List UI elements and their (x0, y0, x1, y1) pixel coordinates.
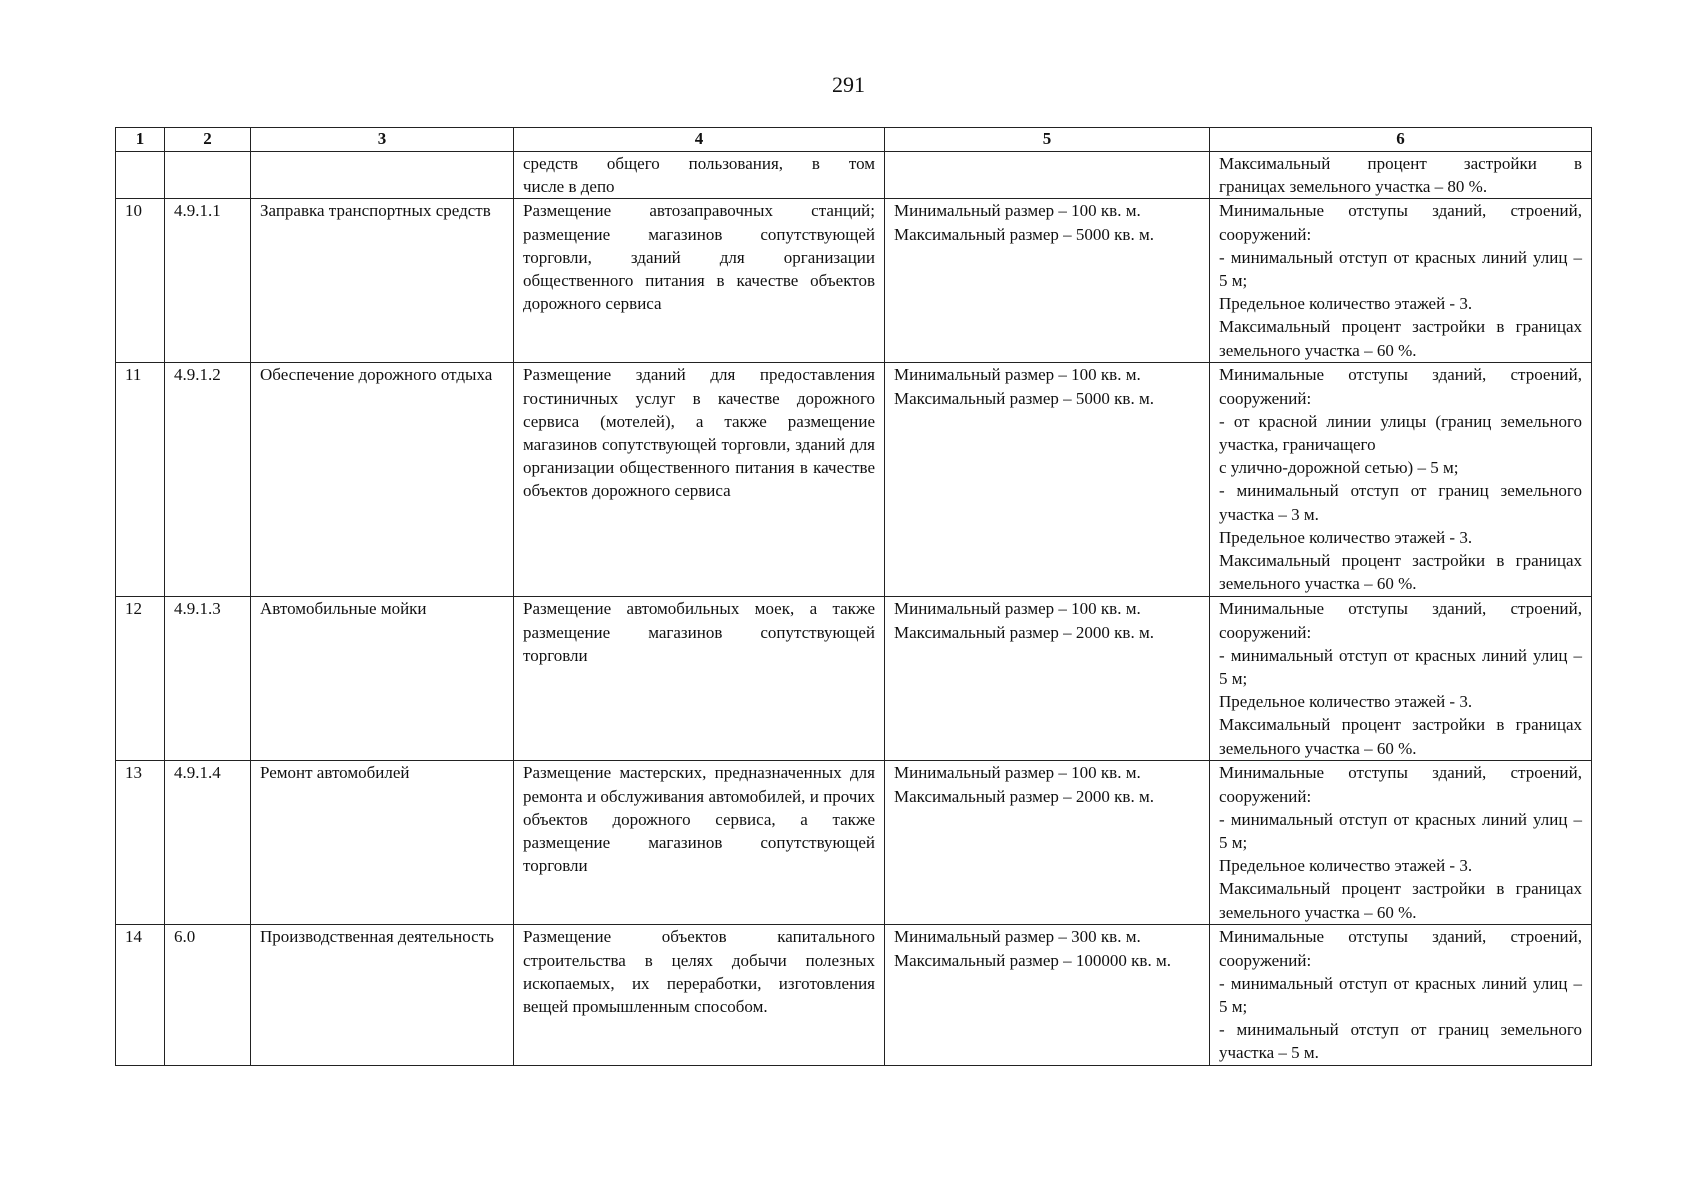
param-line: - минимальный отступ от границ земельного участка – 5 м. (1219, 1020, 1582, 1063)
params-cell (1210, 363, 1592, 597)
params-cell (1210, 597, 1592, 761)
table-row (116, 925, 1592, 1065)
row-code: 6.0 (165, 925, 251, 1065)
param-line: - минимальный отступ от границ земельного участка – 3 м. (1219, 481, 1582, 524)
use-description: Размещение автозаправочных станций; размещение магазинов сопутствующей торговли, зданий для организации общественного питания в качестве объектов дорожного сервиса (514, 199, 885, 363)
param-line: - минимальный отступ от красных линий улиц – 5 м; (1219, 809, 1582, 853)
size-line: Минимальный размер – 100 кв. м. (894, 763, 1141, 783)
use-name: Ремонт автомобилей (251, 761, 514, 925)
param-line: Предельное количество этажей - 3. (1219, 294, 1473, 314)
row-number: 10 (116, 199, 165, 363)
param-line: Максимальный процент застройки в границах земельного участка – 60 %. (1219, 551, 1582, 594)
size-line: Минимальный размер – 300 кв. м. (894, 927, 1141, 947)
table-cell (116, 152, 165, 199)
column-header: 3 (251, 128, 514, 152)
size-cell (885, 597, 1210, 761)
size-line: Максимальный размер – 2000 кв. м. (894, 622, 1154, 642)
table-cell (165, 152, 251, 199)
size-line: Максимальный размер – 5000 кв. м. (894, 224, 1154, 244)
size-cell (885, 925, 1210, 1065)
column-header: 6 (1210, 128, 1592, 152)
params-cell (1210, 761, 1592, 925)
text-line: границах земельного участка – 80 %. (1219, 177, 1488, 197)
row-code: 4.9.1.2 (165, 363, 251, 597)
table-cell (885, 152, 1210, 199)
size-line: Максимальный размер – 5000 кв. м. (894, 388, 1154, 408)
column-header: 2 (165, 128, 251, 152)
row-code: 4.9.1.4 (165, 761, 251, 925)
param-line: Максимальный процент застройки в границах земельного участка – 60 %. (1219, 879, 1582, 922)
column-header: 5 (885, 128, 1210, 152)
param-line: Минимальные отступы зданий, строений, сооружений: (1219, 927, 1582, 970)
size-line: Минимальный размер – 100 кв. м. (894, 599, 1141, 619)
param-line: Минимальные отступы зданий, строений, сооружений: (1219, 599, 1582, 642)
param-line: - минимальный отступ от красных линий улиц – 5 м; (1219, 645, 1582, 689)
size-line: Минимальный размер – 100 кв. м. (894, 201, 1141, 221)
table-row (116, 199, 1592, 363)
param-line: Максимальный процент застройки в границах земельного участка – 60 %. (1219, 715, 1582, 758)
table-row (116, 761, 1592, 925)
table-row (116, 363, 1592, 597)
use-description: Размещение зданий для предоставления гостиничных услуг в качестве дорожного сервиса (мотелей), а также размещение магазинов сопутствующей торговли, зданий для организации общественного питания в качестве объектов дорожного сервиса (514, 363, 885, 597)
param-line: Предельное количество этажей - 3. (1219, 856, 1473, 876)
params-cell (1210, 152, 1592, 199)
use-name: Производственная деятельность (251, 925, 514, 1065)
param-line: Минимальные отступы зданий, строений, сооружений: (1219, 201, 1582, 244)
table-cell (251, 152, 514, 199)
text-line: числе в депо (523, 177, 615, 197)
params-cell (1210, 925, 1592, 1065)
column-header: 4 (514, 128, 885, 152)
zoning-table (115, 127, 1592, 1066)
use-description: Размещение объектов капитального строительства в целях добычи полезных ископаемых, их переработки, изготовления вещей промышленным способом. (514, 925, 885, 1065)
size-line: Минимальный размер – 100 кв. м. (894, 365, 1141, 385)
param-line: - минимальный отступ от красных линий улиц – 5 м; (1219, 973, 1582, 1017)
use-name: Автомобильные мойки (251, 597, 514, 761)
header-row (116, 128, 1592, 152)
row-number: 12 (116, 597, 165, 761)
page-number: 291 (832, 72, 865, 97)
row-code: 4.9.1.1 (165, 199, 251, 363)
size-line: Максимальный размер – 100000 кв. м. (894, 950, 1171, 970)
row-number: 11 (116, 363, 165, 597)
use-description: Размещение мастерских, предназначенных для ремонта и обслуживания автомобилей, и прочих объектов дорожного сервиса, а также размещение магазинов сопутствующей торговли (514, 761, 885, 925)
text-line: средств общего пользования, в том (523, 154, 875, 173)
description-cell (514, 152, 885, 199)
size-cell (885, 761, 1210, 925)
param-line: Минимальные отступы зданий, строений, сооружений: (1219, 763, 1582, 806)
text-line: Максимальный процент застройки в (1219, 154, 1582, 173)
column-header: 1 (116, 128, 165, 152)
param-line: - от красной линии улицы (границ земельного участка, граничащего (1219, 411, 1582, 455)
row-code: 4.9.1.3 (165, 597, 251, 761)
size-line: Максимальный размер – 2000 кв. м. (894, 786, 1154, 806)
size-cell (885, 199, 1210, 363)
param-line: Максимальный процент застройки в границах земельного участка – 60 %. (1219, 317, 1582, 360)
row-number: 13 (116, 761, 165, 925)
param-line: Предельное количество этажей - 3. (1219, 692, 1473, 712)
param-line: Предельное количество этажей - 3. (1219, 527, 1473, 547)
use-name: Обеспечение дорожного отдыха (251, 363, 514, 597)
continuation-row (116, 152, 1592, 199)
params-cell (1210, 199, 1592, 363)
param-line: - минимальный отступ от красных линий улиц – 5 м; (1219, 247, 1582, 291)
param-line: с улично-дорожной сетью) – 5 м; (1219, 458, 1459, 478)
use-description: Размещение автомобильных моек, а также размещение магазинов сопутствующей торговли (514, 597, 885, 761)
param-line: Минимальные отступы зданий, строений, сооружений: (1219, 365, 1582, 408)
size-cell (885, 363, 1210, 597)
row-number: 14 (116, 925, 165, 1065)
use-name: Заправка транспортных средств (251, 199, 514, 363)
table-row (116, 597, 1592, 761)
